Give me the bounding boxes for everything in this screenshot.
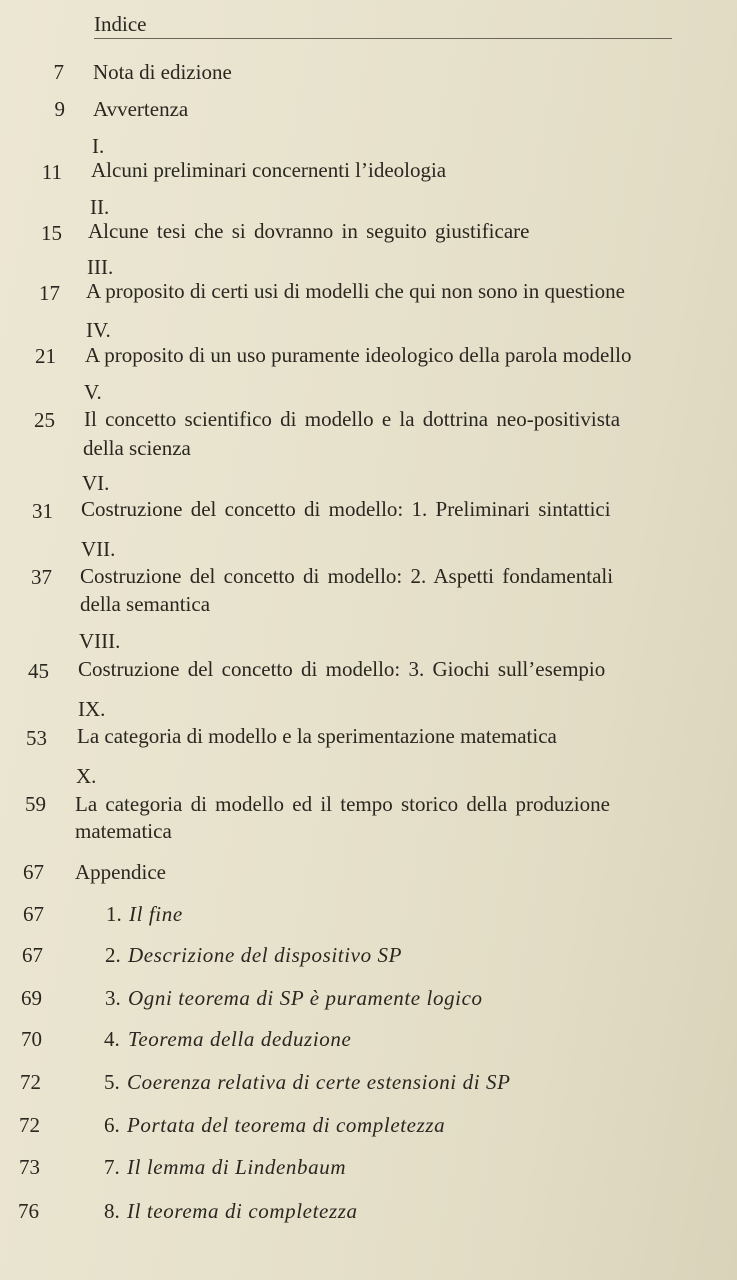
appendix-title: Portata del teorema di completezza [127,1113,446,1137]
entry-title: Avvertenza [93,97,189,121]
page-number: 15 [41,221,62,245]
entry-title-continuation: della scienza [83,436,191,460]
appendix-title: Il lemma di Lindenbaum [127,1155,347,1179]
entry-title: Costruzione del concetto di modello: 2. Aspetti fondamentali [80,564,614,588]
appendix-title: Il teorema di completezza [127,1199,358,1223]
entry-title: Nota di edizione [93,60,232,84]
page-number: 37 [31,565,52,589]
chapter-number: V. [84,380,102,404]
page-number: 21 [35,344,56,368]
entry-title: A proposito di un uso puramente ideologico della parola modello [85,343,632,367]
page-number: 7 [53,60,64,84]
chapter-number: VI. [82,471,110,495]
entry-title: Il concetto scientifico di modello e la dottrina neo-positivista [84,407,621,431]
chapter-number: VIII. [79,629,121,653]
page-number: 69 [21,986,42,1010]
appendix-title: Teorema della deduzione [128,1027,352,1051]
page-number: 67 [23,860,44,884]
appendix-title: Il fine [129,902,183,926]
page-number: 67 [22,943,43,967]
appendix-title: Coerenza relativa di certe estensioni di SP [127,1070,511,1094]
chapter-number: III. [87,255,114,279]
appendix-number: 2. [105,943,121,967]
page-number: 31 [32,499,53,523]
page-number: 59 [25,792,46,816]
entry-title: La categoria di modello ed il tempo storico della produzione [75,792,610,816]
page-number: 25 [34,408,55,432]
page-number: 76 [18,1199,39,1223]
page-number: 72 [20,1070,41,1094]
page-number: 67 [23,902,44,926]
appendix-number: 8. [104,1199,120,1223]
chapter-number: II. [90,195,110,219]
appendix-number: 3. [105,986,121,1010]
chapter-number: VII. [81,537,116,561]
page-number: 9 [54,97,65,121]
entry-title: Alcune tesi che si dovranno in seguito giustificare [88,219,530,243]
entry-title: La categoria di modello e la sperimentazione matematica [77,724,557,748]
entry-title: A proposito di certi usi di modelli che qui non sono in questione [86,279,625,303]
chapter-number: IX. [78,697,106,721]
appendix-number: 1. [106,902,122,926]
chapter-number: IV. [86,318,111,342]
entry-title: Costruzione del concetto di modello: 3. Giochi sull’esempio [78,657,606,681]
appendix-number: 4. [104,1027,120,1051]
header-rule [94,38,672,39]
page-number: 11 [41,160,62,184]
appendix-number: 6. [104,1113,120,1137]
chapter-number: X. [76,764,97,788]
page-number: 72 [19,1113,40,1137]
page-title: Indice [94,12,147,36]
appendix-number: 5. [104,1070,120,1094]
entry-title: Alcuni preliminari concernenti l’ideologia [91,158,447,182]
page-number: 53 [26,726,47,750]
appendix-title: Ogni teorema di SP è puramente logico [128,986,483,1010]
chapter-number: I. [92,134,105,158]
entry-title: Appendice [75,860,166,884]
page-number: 73 [19,1155,40,1179]
appendix-title: Descrizione del dispositivo SP [128,943,403,967]
entry-title: Costruzione del concetto di modello: 1. Preliminari sintattici [81,497,611,521]
entry-title-continuation: matematica [75,819,172,843]
page-number: 17 [39,281,60,305]
entry-title-continuation: della semantica [80,592,211,616]
page-number: 45 [28,659,49,683]
appendix-number: 7. [104,1155,120,1179]
page-number: 70 [21,1027,42,1051]
